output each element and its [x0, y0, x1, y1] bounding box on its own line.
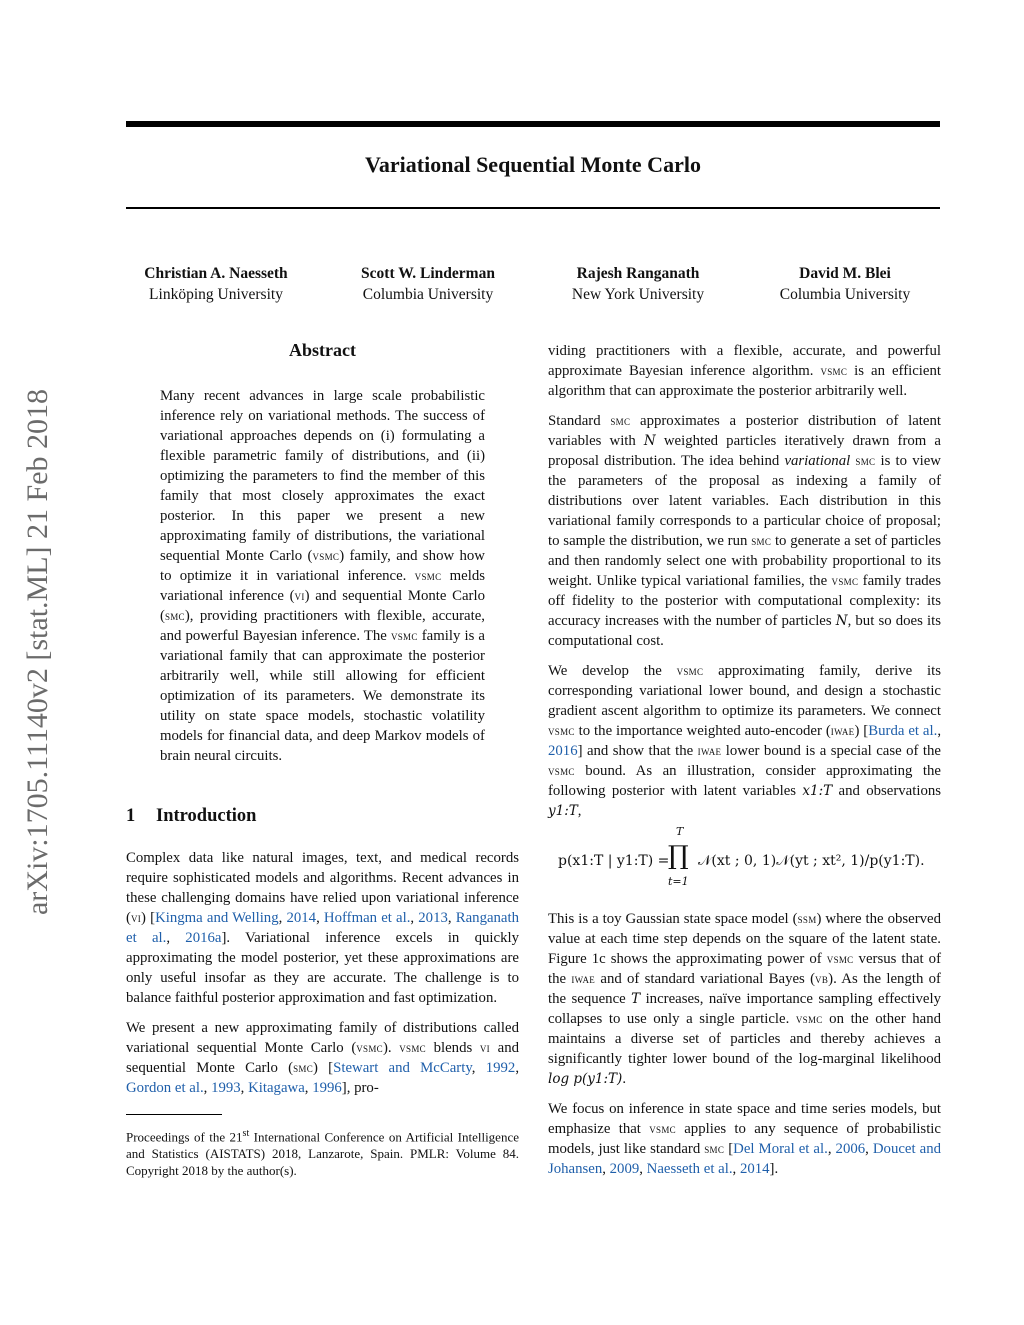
equation-product-lower: t=1 [668, 875, 689, 888]
right-paragraph-3: This is a toy Gaussian state space model (ssm) where the observed value at each time step depends on the square of the latent state. Figure 1c shows the approximating power of vsmc versus that of the iwae and of standard variational Bayes (vb). As the length of the sequence T increases, naïve importance sampling effectively collapses to use only a single particle. vsmc on the other hand maintains a diverse set of particles and thereby achieves a significantly tighter lower bound of the log-marginal likelihood log p(y1:T). [548, 911, 942, 1087]
citation-link[interactable]: 1993 [211, 1080, 241, 1096]
equation-rhs: 𝒩(xt ; 0, 1)𝒩(yt ; xt², 1)/p(y1:T). [698, 853, 925, 869]
intro-paragraph-2: We present a new approximating family of distributions called variational sequential Monte Carlo (vsmc). vsmc blends vi and sequential Monte Carlo (smc) [Stewart and McCarty, 1992, Gordon et al., 1993, Kitagawa, 1996], pro- [126, 1020, 520, 1096]
equation-product-upper: T [676, 825, 684, 838]
author-affiliation: Linköping University [149, 286, 283, 303]
author-name: David M. Blei [799, 265, 891, 282]
citation-link[interactable]: 2013 [418, 910, 448, 926]
citation-link[interactable]: 2009 [609, 1161, 640, 1177]
citation-link[interactable]: Burda et al. [868, 723, 938, 739]
citation-link[interactable]: 1992 [485, 1060, 516, 1076]
citation-link[interactable]: 2016 [548, 743, 578, 759]
right-paragraph-1: Standard smc approximates a posterior distribution of latent variables with N weighted particles iteratively drawn from a proposal distribution. The idea behind variational smc is to view the parameters of the proposal as indexing a family of distributions over latent variables. Each distribution in this variational family corresponds to a particular choice of proposal; to sample the distribution, we run smc to generate a set of particles and then randomly select one with probability proportional to its weight. Unlike typical variational families, the vsmc family trades off fidelity to the posterior with computational complexity: its accuracy increases with the number of particles N, but so does its computational cost. [548, 413, 942, 649]
author-2 [328, 263, 528, 305]
equation-lhs: p(x1:T | y1:T) = [558, 853, 670, 869]
author-affiliation: New York University [571, 286, 705, 303]
intro-paragraph-1: Complex data like natural images, text, and medical records require sophisticated models and algorithms. Recent advances in these challenging domains have relied upon variational inference (vi) [Kingma and Welling, 2014, Hoffman et al., 2013, Ranganath et al., 2016a]. Variational inference excels in quickly approximating the model posterior, yet these approximations are only useful insofar as they are accurate. The challenge is to balance faithful posterior approximation and fast optimization. [126, 850, 520, 1006]
equation-posterior [548, 825, 941, 895]
section-heading-introduction: 1 Introduction [126, 806, 257, 826]
equation-product-symbol: ∏ [668, 841, 689, 871]
author-3 [538, 263, 738, 305]
arxiv-stamp: arXiv:1705.11140v2 [stat.ML] 21 Feb 2018 [21, 388, 54, 916]
abstract-body: Many recent advances in large scale probabilistic inference rely on variational methods. The success of variational approaches depends on (i) formulating a flexible parametric family of distributions, and (ii) optimizing the parameters to find the member of this family that most closely approximates the exact posterior. In this paper we present a new approximating family of distributions, the variational sequential Monte Carlo (vsmc) family, and show how to optimize it in variational inference. vsmc melds variational inference (vi) and sequential Monte Carlo (smc), providing practitioners with flexible, accurate, and powerful Bayesian inference. The vsmc family is a variational family that can approximate the posterior arbitrarily well, while still allowing for efficient optimization of its parameters. We demonstrate its utility on state space models, stochastic volatility models for financial data, and deep Markov models of brain neural circuits. [160, 388, 485, 764]
author-affiliation: Columbia University [362, 286, 494, 303]
footnote-rule [126, 1114, 222, 1115]
paper-title: Variational Sequential Monte Carlo [365, 152, 701, 177]
citation-link[interactable]: Kitagawa [248, 1080, 305, 1096]
author-affiliation: Columbia University [779, 286, 911, 303]
title-top-rule [126, 121, 940, 127]
footnote: Proceedings of the 21st International Conference on Artificial Intelligence and Statistics (AISTATS) 2018, Lanzarote, Spain. PMLR: Volume 84. Copyright 2018 by the author(s). [126, 1128, 519, 1179]
citation-link[interactable]: 1996 [312, 1080, 342, 1096]
right-column [548, 341, 941, 1189]
right-paragraph-4: We focus on inference in state space and time series models, but emphasize that vsmc applies to any sequence of probabilistic models, just like standard smc [Del Moral et al., 2006, Doucet and Johansen, 2009, Naesseth et al., 2014]. [548, 1101, 941, 1177]
abstract-heading: Abstract [289, 340, 356, 360]
citation-link[interactable]: 2016a [185, 930, 222, 946]
right-paragraph-2: We develop the vsmc approximating family, derive its corresponding variational lower bound, and design a stochastic gradient ascent algorithm to optimize its parameters. We connect vsmc to the importance weighted auto-encoder (iwae) [Burda et al., 2016] and show that the iwae lower bound is a special case of the vsmc bound. As an illustration, consider approximating the following posterior with latent variables x1:T and observations y1:T, [548, 663, 942, 819]
citation-link[interactable]: Doucet and Johansen [548, 1141, 941, 1177]
right-paragraph-0: viding practitioners with a flexible, accurate, and powerful approximate Bayesian inference algorithm. vsmc is an efficient algorithm that can approximate the posterior arbitrarily well. [548, 343, 941, 399]
author-name: Rajesh Ranganath [576, 265, 700, 282]
left-column [126, 338, 519, 1179]
citation-link[interactable]: Stewart and McCarty [333, 1060, 472, 1076]
citation-link[interactable]: 2014 [286, 910, 317, 926]
citation-link[interactable]: 2014 [739, 1161, 770, 1177]
title-bottom-rule [126, 207, 940, 209]
citation-link[interactable]: Naesseth et al. [646, 1161, 733, 1177]
citation-link[interactable]: Hoffman et al. [323, 910, 411, 926]
citation-link[interactable]: Kingma and Welling [155, 910, 279, 926]
citation-link[interactable]: 2006 [835, 1141, 866, 1157]
author-1 [116, 263, 316, 305]
author-name: Scott W. Linderman [361, 265, 495, 282]
author-4 [745, 263, 945, 305]
author-name: Christian A. Naesseth [144, 265, 288, 282]
citation-link[interactable]: Gordon et al. [126, 1080, 204, 1096]
citation-link[interactable]: Del Moral et al. [733, 1141, 828, 1157]
arxiv-stamp-area [18, 346, 58, 958]
citation-link[interactable]: Ranganath et al. [126, 910, 520, 946]
